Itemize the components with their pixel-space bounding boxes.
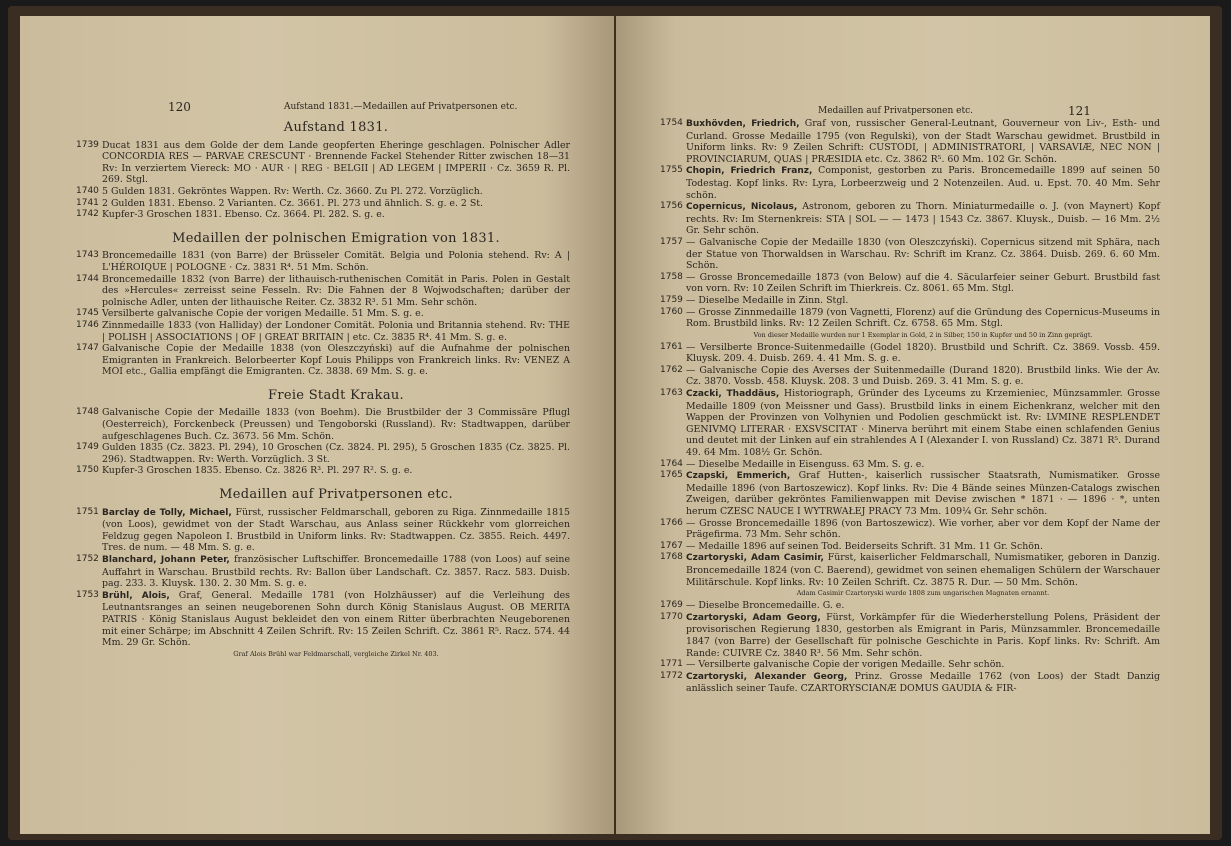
catalog-section [76,120,570,221]
catalog-entry [660,611,1160,659]
entry-description: Zinnmedaille 1833 (von Halliday) der Londoner Comität. Polonia und Britannia stehend. Rv: THE | POLISH | ASSOCIATIONS | OF | GREAT BRITAIN | etc. Cz. 3835 R⁴. 41 Mm. S. g. e. [102,319,570,343]
entry-number: 1744 [76,273,99,284]
entry-number: 1767 [660,540,683,551]
section-title: Medaillen der polnischen Emigration von 1831. [172,230,500,246]
entry-person-name: Brühl, Alois, [102,590,170,601]
entry-description: Ducat 1831 aus dem Golde der dem Lande geopferten Eheringe geschlagen. Polnischer Adler CONCORDIA RES — PARVAE CRESCUNT · Brennende Fackel Stehender Ritter zwischen 18—31 Rv: In verziertem Viereck: MO · AUR · | REG · BELGII | AD LEGEM | IMPERII · Cz. 3659 R. Pl. 269. Stgl. [102,139,570,186]
catalog-entry [660,306,1160,330]
entry-person-name: Buxhövden, Friedrich, [686,119,800,129]
entry-description: Graf Hutten-, kaiserlich russischer Staatsrath, Numismatiker. Grosse Medaille 1896 (von Bartoszewicz). Kopf links. Rv: Die 4 Bände seines Münzen-Catalogs zwischen Zweigen, darüber gekröntes Familienwappen mit Devise zwischen * 1871 · — 1896 · *, unten herum CZESC NAUCE I WYTRWAŁEJ PRACY 73 Mm. 109¼ Gr. Sehr schön. [686,470,1160,517]
entry-description: Versilberte galvanische Copie der vorigen Medaille. 51 Mm. S. g. e. [102,308,424,320]
entry-description: — Dieselbe Medaille in Zinn. Stgl. [686,294,849,306]
catalog-entry [76,343,570,378]
catalog-section [76,487,570,659]
entry-number: 1757 [660,236,683,247]
catalog-entry [660,364,1160,388]
entry-description: Graf, General. Medaille 1781 (von Holzhäusser) auf die Verleihung des Leutnantsranges an seinen neugeborenen Sohn durch König Stanislaus August. OB MERITA PATRIS · König Stanislaus August bekleidet den von einem Ritter überbrachten Neugeborenen mit einer Schärpe; im Abschnitt 4 Zeilen Schrift. Rv: 15 Zeilen Schrift. Cz. 3861 R⁵. Racz. 574. 44 Mm. 29 Gr. Schön. [102,589,570,649]
entry-number: 1749 [76,442,99,453]
footnote: Graf Alois Brühl war Feldmarschall, vergleiche Zirkel Nr. 403. [233,649,439,658]
entry-number: 1747 [76,343,99,354]
entry-number: 1745 [76,308,99,319]
entry-description: Broncemedaille 1831 (von Barre) der Brüsseler Comität. Belgia und Polonia stehend. Rv: A | L'HÉROIQUE | POLOGNE · Cz. 3831 R⁴. 51 Mm. Schön. [102,250,570,273]
entry-person-name: Czartoryski, Alexander Georg, [686,671,848,682]
catalog-entry [660,294,1160,307]
section-title: Medaillen auf Privatpersonen etc. [219,487,453,503]
entry-description: — Grosse Broncemedaille 1873 (von Below) auf die 4. Säcularfeier seiner Geburt. Brustbild fast von vorn. Rv: 10 Zeilen Schrift im Thierkreis. Cz. 8061. 65 Mm. Stgl. [686,271,1160,295]
catalog-entry [660,517,1160,541]
entry-description: — Medaille 1896 auf seinen Tod. Beiderseits Schrift. 31 Mm. 11 Gr. Schön. [686,540,1043,552]
entry-description: — Dieselbe Medaille in Eisenguss. 63 Mm. S. g. e. [686,458,925,470]
catalog-entry [660,470,1160,517]
entry-number: 1750 [76,465,99,476]
catalog-entry [76,589,570,649]
entry-description: 5 Gulden 1831. Gekröntes Wappen. Rv: Werth. Cz. 3660. Zu Pl. 272. Vorzüglich. [102,185,483,197]
right-page-content [660,118,1160,695]
entry-number: 1743 [76,250,99,261]
entry-description: französischer Luftschiffer. Broncemedaille 1788 (von Loos) auf seine Auffahrt in Warschau. Brustbild rechts. Rv: Ballon über Landschaft. Cz. 3857. Racz. 583. Duisb. pag. 233. 3. Kluysk. 130. 2. 30 Mm. S. g. e. [102,554,570,590]
entry-description: Fürst, russischer Feldmarschall, geboren zu Riga. Zinnmedaille 1815 (von Loos), gewidmet von der Stadt Warschau, aus Anlass seiner Rückkehr vom glorreichen Feldzug gegen Napoleon I. Brustbild in Uniform links. Rv: Stadtwappen. Cz. 3855. Reich. 4497. Tres. de num. — 48 Mm. S. g. e. [102,506,570,554]
catalog-entry [76,465,570,477]
catalog-entry [76,554,570,590]
entry-description: Componist, gestorben zu Paris. Broncemedaille 1899 auf seinen 50 Todestag. Kopf links. Rv: Lyra, Lorbeerzweig und 2 Notenzeilen. Aud. u. Epst. 70. 40 Mm. Sehr schön. [686,165,1160,201]
catalog-entry [660,271,1160,295]
entry-description: — Galvanische Copie der Medaille 1830 (von Oleszczyński). Copernicus sitzend mit Sphära, nach der Statue von Thorwaldsen in Warschau. Rv: Schrift im Kranz. Cz. 3864. Duisb. 269. 6. 60 Mm. Schön. [686,236,1160,272]
catalog-entry [660,659,1160,671]
entry-number: 1770 [660,611,683,622]
entry-person-name: Czartoryski, Adam Casimir, [686,553,824,564]
catalog-entry [76,250,570,273]
catalog-entry [660,540,1160,553]
right-running-head: Medaillen auf Privatpersonen etc. [818,106,973,116]
entry-number: 1740 [76,185,99,196]
catalog-entry [76,319,570,343]
entry-description: Historiograph, Gründer des Lyceums zu Krzemieniec, Münzsammler. Grosse Medaille 1809 (von Meissner und Gass). Brustbild links in einem Eichenkranz, welcher mit den Wappen der Provinzen von Volhynien und Podolien geschmückt ist. Rv: LVMINE RESPLENDET GENIVMQ LITERAR · EXSVSCITAT · Minerva berührt mit einem Stabe einen schlafenden Genius und deutet mit der Linken auf ein strahlendes A I (Alexander I. von Russland) Cz. 3871 R⁵. Durand 49. 64 Mm. 108½ Gr. Schön. [686,388,1160,459]
entry-number: 1752 [76,554,99,564]
catalog-entry [660,670,1160,695]
entry-description: — Grosse Zinnmedaille 1879 (von Vagnetti, Florenz) auf die Gründung des Copernicus-Museums in Rom. Brustbild links. Rv: 12 Zeilen Schrift. Cz. 6758. 65 Mm. Stgl. [686,306,1160,330]
entry-number: 1760 [660,306,683,317]
footnote: Adam Casimir Czartoryski wurde 1808 zum ungarischen Magnaten ernannt. [796,589,1050,598]
catalog-entry [660,118,1160,165]
right-page-number: 121 [1068,104,1091,118]
entry-number: 1772 [660,670,683,681]
catalog-entry [660,341,1160,365]
entry-description: Gulden 1835 (Cz. 3823. Pl. 294), 10 Groschen (Cz. 3824. Pl. 295), 5 Groschen 1835 (Cz. 3825. Pl. 296). Stadtwappen. Rv: Werth. Vorzüglich. 3 St. [102,442,570,465]
catalog-section [76,387,570,477]
catalog-entry [660,552,1160,588]
catalog-entry [660,165,1160,201]
catalog-entry [76,273,570,309]
entry-description: Broncemedaille 1832 (von Barre) der lithauisch-ruthenischen Comität in Paris. Polen in Gestalt des »Hercules« zerreisst seine Fesseln. Rv: Die Fahnen der 8 Wojwodschaften; darüber der polnische Adler, unten der lithauische Reiter. Cz. 3832 R³. 51 Mm. Sehr schön. [102,273,570,308]
catalog-entry [76,185,570,198]
entry-description: Fürst, kaiserlicher Feldmarschall, Numismatiker, geboren in Danzig. Broncemedaille 1824 (von C. Baerend), gewidmet von seinen ehemaligen Schülern der Warschauer Militärschule. Kopf links. Rv: 10 Zeilen Schrift. Cz. 3875 R. Dur. — 50 Mm. Schön. [686,552,1160,588]
entry-person-name: Blanchard, Johann Peter, [102,555,230,565]
catalog-entry [76,209,570,221]
entry-description: 2 Gulden 1831. Ebenso. 2 Varianten. Cz. 3661. Pl. 273 und ähnlich. S. g. e. 2 St. [102,197,484,209]
entry-number: 1763 [660,388,683,399]
entry-number: 1739 [76,139,99,150]
entry-number: 1756 [660,201,683,212]
left-running-head: Aufstand 1831.—Medaillen auf Privatpersonen etc. [284,102,518,112]
entry-description: — Galvanische Copie des Averses der Suitenmedaille (Durand 1820). Brustbild links. Wie der Av. Cz. 3870. Vossb. 458. Kluysk. 208. 3 und Duisb. 269. 3. 41 Mm. S. g. e. [686,364,1160,388]
entry-person-name: Copernicus, Nicolaus, [686,202,798,213]
entry-description: — Dieselbe Broncemedaille. G. e. [686,600,845,612]
entry-number: 1742 [76,209,99,220]
entry-person-name: Czapski, Emmerich, [686,471,791,482]
section-title: Freie Stadt Krakau. [268,387,404,403]
entry-number: 1759 [660,294,683,305]
catalog-entry [76,139,570,186]
left-page-number: 120 [168,100,191,114]
entry-description: Kupfer-3 Groschen 1831. Ebenso. Cz. 3664. Pl. 282. S. g. e. [102,209,385,221]
catalog-entry [76,308,570,320]
entry-number: 1761 [660,341,683,352]
entry-description: Prinz. Grosse Medaille 1762 (von Loos) der Stadt Danzig anlässlich seiner Taufe. CZARTORYSCIANÆ DOMUS GAUDIA & FIR- [686,670,1160,695]
entry-description: Graf von, russischer General-Leutnant, Gouverneur von Liv-, Esth- und Curland. Grosse Medaille 1795 (von Regulski), von der Stadt Warschau gewidmet. Brustbild in Uniform links. Rv: 9 Zeilen Schrift: CUSTODI, | ADMINISTRATORI, | VARSAVIÆ, NEC NON | PROVINCIARUM, QUAS | PRÆSIDIA etc. Cz. 3862 R⁵. 60 Mm. 102 Gr. Schön. [686,118,1160,165]
entry-number: 1762 [660,364,683,375]
entry-number: 1741 [76,197,99,208]
catalog-entry [660,600,1160,612]
left-page-content [76,120,570,661]
catalog-entry [76,442,570,465]
catalog-entry [660,201,1160,237]
entry-number: 1769 [660,600,683,611]
entry-description: — Grosse Broncemedaille 1896 (von Bartoszewicz). Wie vorher, aber vor dem Kopf der Name der Prägefirma. 73 Mm. Sehr schön. [686,517,1160,541]
entry-number: 1758 [660,271,683,282]
entry-number: 1751 [76,506,99,517]
entry-description: — Versilberte Bronce-Suitenmedaille (Godel 1820). Brustbild und Schrift. Cz. 3869. Vossb. 459. Kluysk. 209. 4. Duisb. 269. 4. 41 Mm. S. g. e. [686,341,1160,365]
catalog-entry [660,458,1160,471]
catalog-entry [76,407,570,442]
entry-description: Kupfer-3 Groschen 1835. Ebenso. Cz. 3826 R³. Pl. 297 R². S. g. e. [102,465,413,477]
entry-number: 1765 [660,470,683,481]
entry-person-name: Czacki, Thaddäus, [686,389,780,400]
entry-number: 1748 [76,407,99,418]
catalog-entry [660,388,1160,459]
entry-description: Galvanische Copie der Medaille 1838 (von Oleszczyński) auf die Aufnahme der polnischen Emigranten in Frankreich. Belorbeerter Kopf Louis Philipps von Frankreich links. Rv: VENEZ A MOI etc., Gallia empfängt die Emigranten. Cz. 3838. 69 Mm. S. g. e. [102,343,570,378]
entry-number: 1766 [660,517,683,528]
entry-person-name: Czartoryski, Adam Georg, [686,612,821,623]
entry-number: 1754 [660,118,683,128]
entry-description: — Versilberte galvanische Copie der vorigen Medaille. Sehr schön. [686,659,1005,671]
catalog-entry [76,506,570,554]
entry-number: 1746 [76,319,99,330]
entry-person-name: Barclay de Tolly, Michael, [102,507,232,518]
entry-person-name: Chopin, Friedrich Franz, [686,166,813,177]
catalog-entry [76,197,570,210]
catalog-section [76,230,570,378]
section-title: Aufstand 1831. [283,120,389,135]
entry-number: 1753 [76,589,99,600]
entry-number: 1764 [660,458,683,469]
footnote: Von dieser Medaille wurden nur 1 Exemplar in Gold, 2 in Silber, 150 in Kupfer und 50 in Zinn geprägt. [753,330,1093,339]
entry-number: 1768 [660,552,683,563]
entry-description: Galvanische Copie der Medaille 1833 (von Boehm). Die Brustbilder der 3 Commissäre Pflugl (Oesterreich), Forckenbeck (Preussen) und Tengoborski (Russland). Rv: Stadtwappen, darüber aufgeschlagenes Buch. Cz. 3673. 56 Mm. Schön. [102,407,570,442]
entry-description: Fürst, Vorkämpfer für die Wiederherstellung Polens, Präsident der provisorischen Regierung 1830, gestorben als Emigrant in Paris, Münzsammler. Broncemedaille 1847 (von Barre) der Gesellschaft für polnische Geschichte in Paris. Kopf links. Rv: Schrift. Am Rande: CUIVRE Cz. 3840 R³. 56 Mm. Sehr schön. [686,611,1160,659]
entry-number: 1771 [660,659,683,670]
entry-description: Astronom, geboren zu Thorn. Miniaturmedaille o. J. (von Maynert) Kopf rechts. Rv: Im Sternenkreis: STA | SOL — — 1473 | 1543 Cz. 3867. Kluysk., Duisb. — 16 Mm. 2½ Gr. Sehr schön. [686,201,1160,237]
entry-number: 1755 [660,165,683,176]
catalog-entry [660,236,1160,272]
